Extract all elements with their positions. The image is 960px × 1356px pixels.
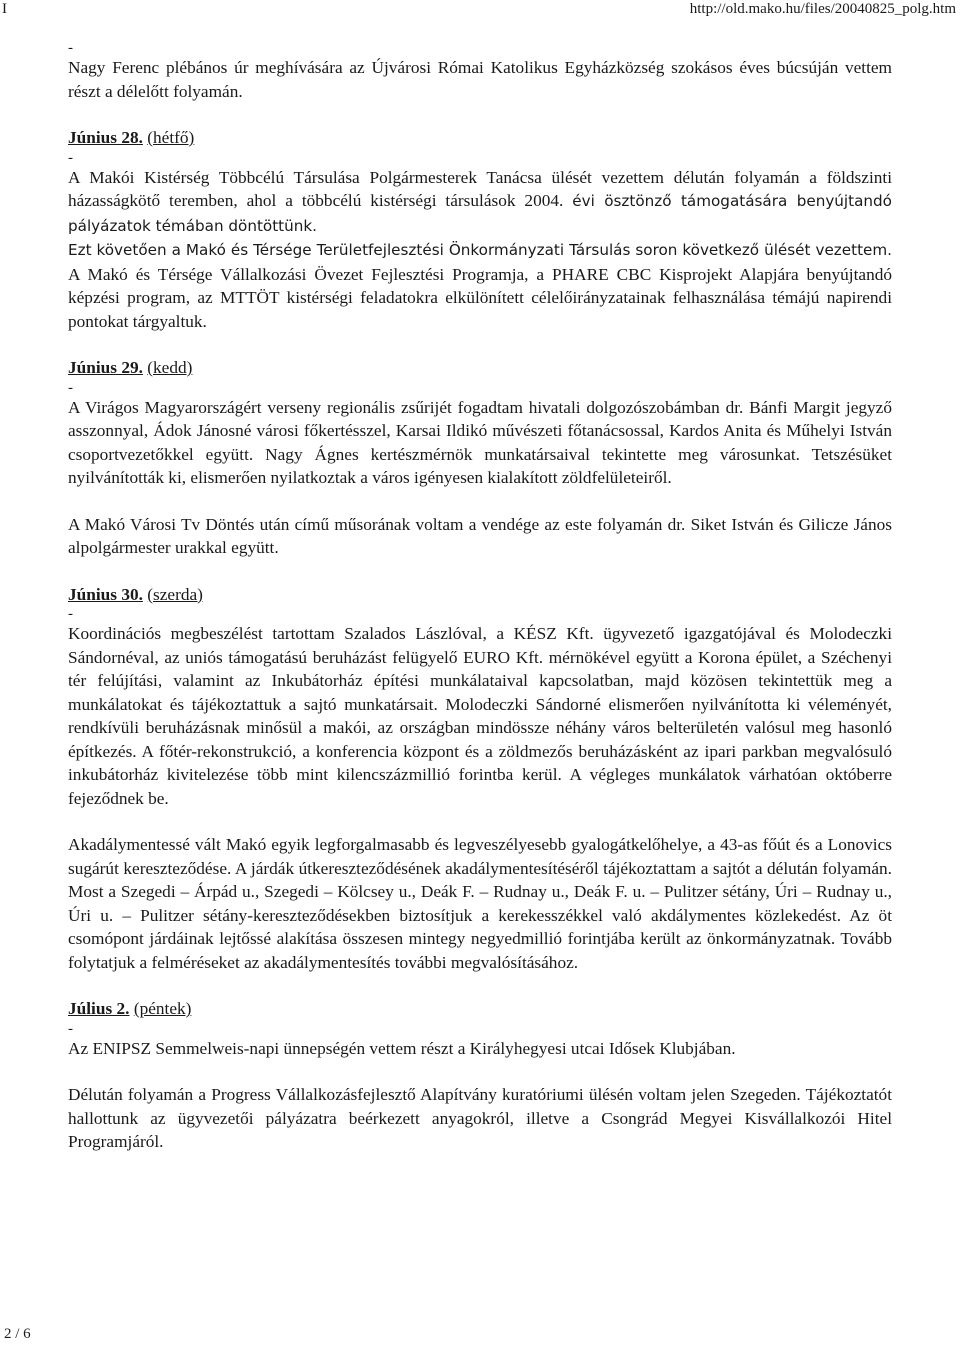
day-weekday: (péntek) — [133, 999, 192, 1018]
paragraph: Nagy Ferenc plébános úr meghívására az Újvárosi Római Katolikus Egyházközség szokásos éves búcsúján vettem részt a délelőtt folyamán. — [68, 58, 892, 101]
day-date: Június 30. — [68, 584, 143, 604]
day-heading — [68, 997, 892, 1021]
day-date: Július 2. — [68, 999, 130, 1018]
paragraph-part: Ezt követően a Makó és Térsége Területfejlesztési Önkormányzati Társulás soron következő ülését vezettem. — [68, 241, 892, 259]
day-weekday: (kedd) — [147, 358, 193, 377]
day-heading — [68, 126, 892, 150]
paragraph-part: A Makó és Térsége Vállalkozási Övezet Fejlesztési Programja, a PHARE CBC Kisprojekt Alapjára benyújtandó képzési program, az MTTÖT kistérségi feladatokra elkülönített célelőirányzatainak felhasználása témájú napirendi pontokat tárgyaltuk. — [68, 264, 892, 331]
paragraph: Koordinációs megbeszélést tartottam Szalados Lászlóval, a KÉSZ Kft. ügyvezető igazgatójával és Molodeczki Sándornéval, az uniós támogatású beruházást felügyelő EURO Kft. mérnökével együtt a Korona épület, a Széchenyi tér felújítási, valamint az Inkubátorház építési munkálataival kapcsolatban, majd közösen tekintettük meg a munkálatokat és tájékoztattuk a sajtó munkatársait. Molodeczki Sándorné elismerően nyilvánította ki véleményét, rendkívüli beruházásnak minősül a makói, az országban mindössze néhány város belterületén valósul meg hasonló építkezés. A főtér-rekonstrukció, a konferencia központ és a zöldmezős beruházásként az ipari parkban megvalósuló inkubátorház kivitelezése több mint kilencszázmillió forintba kerül. A végleges munkálatok várhatóan októberre fejeződnek be. — [68, 624, 892, 808]
day-weekday: (hétfő) — [147, 128, 195, 147]
paragraph-part: évi ösztönző támogatására benyújtandó pályázatok témában döntöttünk. — [68, 192, 892, 235]
list-dash: - — [68, 149, 73, 166]
page-number: 2 / 6 — [4, 1326, 31, 1342]
day-weekday: (szerda) — [147, 584, 203, 604]
paragraph — [68, 238, 892, 333]
day-date: Június 29. — [68, 358, 143, 377]
paragraph: A Makó Városi Tv Döntés után című műsorának voltam a vendége az este folyamán dr. Siket István és Gilicze János alpolgármester urakkal együtt. — [68, 514, 892, 557]
day-date: Június 28. — [68, 128, 143, 147]
document-body — [68, 40, 892, 1154]
day-heading — [68, 583, 892, 607]
list-dash: - — [68, 40, 73, 56]
header-left-mark: I — [2, 1, 7, 17]
day-heading — [68, 356, 892, 380]
paragraph: Délután folyamán a Progress Vállalkozásfejlesztő Alapítvány kuratóriumi ülésén voltam jelen Szegeden. Tájékoztatót hallottunk az ügyvezetői pályázatra beérkezett anyagokról, illetve a Csongrád Megyei Kisvállalkozói Hitel Programjáról. — [68, 1085, 892, 1151]
paragraph: A Virágos Magyarországért verseny regionális zsűrijét fogadtam hivatali dolgozószobámban dr. Bánfi Margit jegyző asszonnyal, Ádok Jánosné városi főkertésszel, Karsai Ildikó művészeti főtanácsossal, Kardos Anita és Műhelyi István csoportvezetőkkel együtt. Nagy Ágnes kertészmérnök munkatársaival tekintette meg városunkat. Tetszésüket nyilvánították ki, elismerően nyilatkoztak a város igényesen kialakított zöldfelületeiről. — [68, 397, 892, 487]
paragraph: Akadálymentessé vált Makó egyik legforgalmasabb és legveszélyesebb gyalogátkelőhelye, a 43-as főút és a Lonovics sugárút kereszteződése. A járdák útkereszteződésének akadálymentesítéséről tájékoztattam a sajtót a délután folyamán. Most a Szegedi – Árpád u., Szegedi – Kölcsey u., Deák F. – Rudnay u., Deák F. u. – Pulitzer sétány, Úri – Rudnay u., Úri u. – Pulitzer sétány-kereszteződésekben biztosítjuk a kerekesszékkel való akdálymentes közlekedést. Az öt csomópont járdáinak lejtőssé alakítása összesen mintegy negyedmillió forintjába került az önkormányzatnak. Tovább folytatjuk a felméréseket az akadálymentesítés további megvalósításához. — [68, 835, 892, 972]
list-dash: - — [68, 606, 73, 622]
header-url: http://old.mako.hu/files/20040825_polg.htm — [689, 1, 956, 17]
paragraph — [68, 166, 892, 239]
paragraph: Az ENIPSZ Semmelweis-napi ünnepségén vettem részt a Királyhegyesi utcai Idősek Klubjában. — [68, 1038, 736, 1058]
paragraph-part: A Makói Kistérség Többcélú Társulása Polgármesterek Tanácsa ülését vezettem délután folyamán a földszinti házasságkötő teremben, ahol a többcélú kistérségi társulások 2004. — [68, 167, 892, 210]
list-dash: - — [68, 1020, 73, 1037]
list-dash: - — [68, 379, 73, 396]
